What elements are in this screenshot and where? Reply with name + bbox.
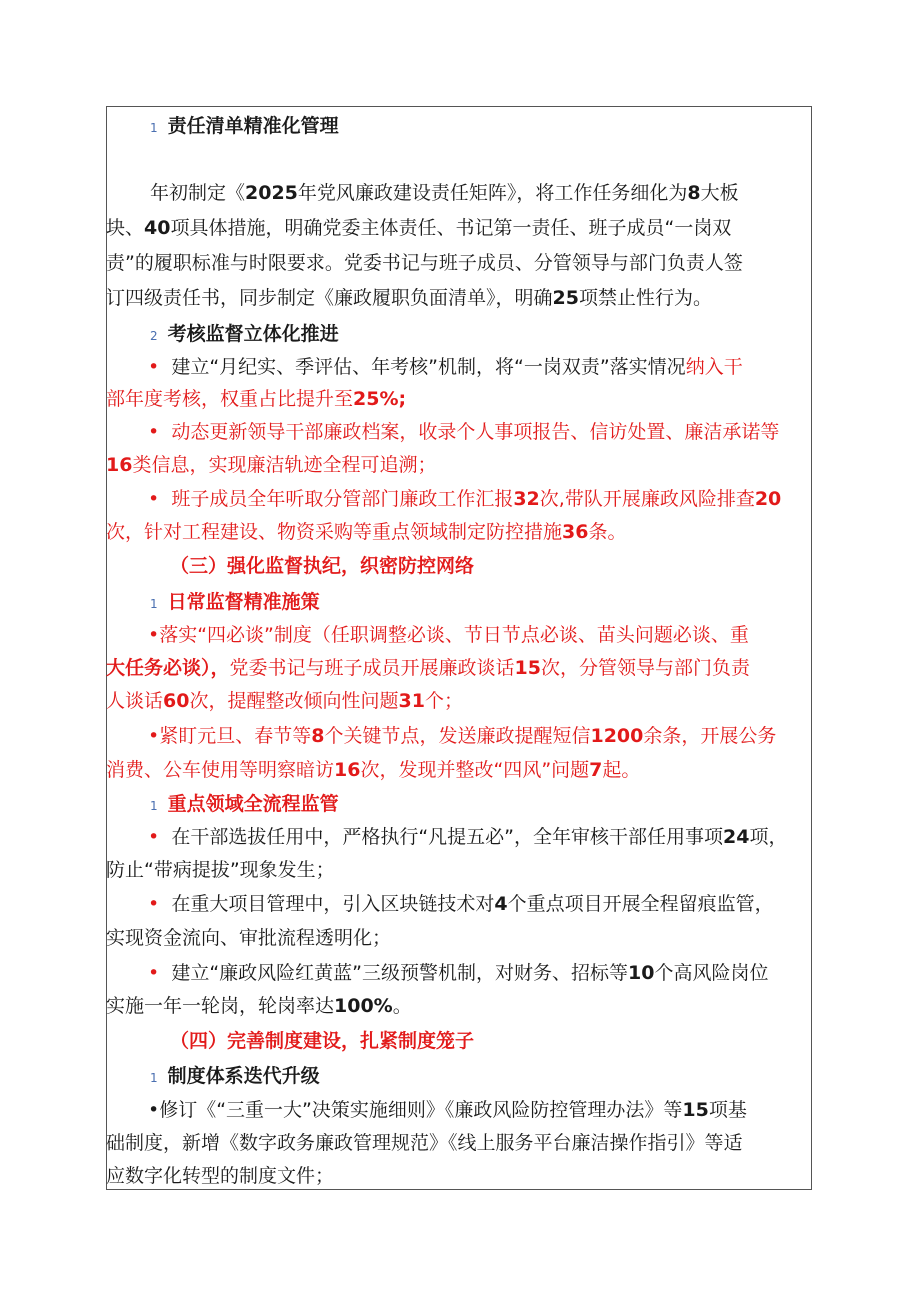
- paragraph-line: [106, 247, 743, 280]
- red-text: 动态更新领导干部廉政档案，收录个人事项报告、信访处置、廉洁承诺等: [171, 421, 780, 443]
- text: 个重点项目开展全程留痕监管，: [507, 893, 774, 915]
- number-highlight: 15: [682, 1099, 709, 1121]
- number-highlight: 40: [144, 217, 171, 239]
- red-text: 人谈话: [106, 690, 164, 712]
- red-text: 起。: [602, 759, 641, 781]
- red-text: 条。: [588, 521, 627, 543]
- text: 年初制定《: [150, 182, 246, 204]
- section-title: （四）完善制度建设，扎紧制度笼子: [170, 1030, 475, 1052]
- text: 在重大项目管理中，引入区块链技术对: [171, 893, 495, 915]
- heading-text: 制度体系迭代升级: [167, 1065, 320, 1087]
- list-item-heading: [150, 788, 339, 823]
- bullet-line: [148, 619, 749, 652]
- heading-text: 重点领域全流程监管: [167, 793, 339, 815]
- text: 个高风险岗位: [654, 962, 769, 984]
- bullet-line: [148, 888, 774, 921]
- bullet-line: [106, 990, 412, 1023]
- text: 防止“带病提拔”现象发生；: [106, 859, 335, 881]
- number-highlight: 10: [628, 962, 655, 984]
- number-highlight: 36: [562, 521, 589, 543]
- number-highlight: 25%;: [353, 388, 407, 410]
- bullet-line: [106, 922, 391, 955]
- red-text: 次，提醒整改倾向性问题: [189, 690, 399, 712]
- number-highlight: 2025: [245, 182, 298, 204]
- bullet-line: [148, 720, 776, 753]
- red-text: 纳入干: [685, 356, 743, 378]
- number-highlight: 1200: [590, 725, 644, 747]
- red-text: 大任务必谈），: [106, 657, 230, 679]
- bullet-marker: •: [148, 488, 160, 510]
- list-item-heading: [150, 586, 320, 621]
- red-text: 次，针对工程建设、物资采购等重点领域制定防控措施: [106, 521, 563, 543]
- section-title: （三）强化监督执纪，织密防控网络: [170, 555, 475, 577]
- red-text: 党委书记与班子成员开展廉政谈话: [229, 657, 515, 679]
- bullet-line: [148, 416, 779, 449]
- number-highlight: 60: [163, 690, 190, 712]
- text: 项，: [749, 826, 788, 848]
- bullet-line: [148, 957, 768, 990]
- bullet-line: [106, 383, 406, 416]
- number-highlight: 4: [494, 893, 508, 915]
- bullet-line: [148, 821, 787, 854]
- text: 块、: [106, 217, 145, 239]
- bullet-line: [148, 351, 743, 384]
- bullet-line: [106, 754, 640, 787]
- bullet-line: [106, 516, 626, 549]
- red-text: 班子成员全年听取分管部门廉政工作汇报: [171, 488, 514, 510]
- bullet-line: [106, 685, 463, 718]
- bullet-line: [106, 854, 335, 887]
- list-number: 1: [150, 1071, 158, 1085]
- text: 础制度，新增《数字政务廉政管理规范》《线上服务平台廉洁操作指引》等适: [106, 1132, 743, 1154]
- number-highlight: 100%: [334, 995, 393, 1017]
- paragraph-line: [150, 177, 739, 210]
- red-text: 次，发现并整改“四风”问题: [360, 759, 590, 781]
- list-number: 1: [150, 597, 158, 611]
- list-item-heading: [150, 1060, 320, 1095]
- list-item-heading: [150, 318, 339, 353]
- red-text: 部年度考核，权重占比提升至: [106, 388, 354, 410]
- text: 项具体措施，明确党委主体责任、书记第一责任、班子成员“一岗双: [170, 217, 732, 239]
- paragraph-line: [106, 212, 731, 245]
- text: 。: [392, 995, 412, 1017]
- bullet-line: [148, 1094, 747, 1127]
- text: •修订《“三重一大”决策实施细则》《廉政风险防控管理办法》等: [148, 1099, 683, 1121]
- red-text: 个关键节点，发送廉政提醒短信: [324, 725, 591, 747]
- bullet-line: [106, 1160, 334, 1193]
- number-highlight: 25: [552, 287, 579, 309]
- number-highlight: 16: [334, 759, 361, 781]
- number-highlight: 7: [589, 759, 603, 781]
- bullet-marker: •: [148, 893, 160, 915]
- text: 建立“月纪实、季评估、年考核”机制，将“一岗双责”落实情况: [171, 356, 686, 378]
- bullet-line: [106, 652, 750, 685]
- heading-text: 考核监督立体化推进: [167, 323, 339, 345]
- number-highlight: 31: [398, 690, 425, 712]
- number-highlight: 20: [754, 488, 782, 510]
- text: 项基: [708, 1099, 747, 1121]
- bullet-marker: •: [148, 356, 160, 378]
- red-text: 次,带队开展廉政风险排查: [539, 488, 755, 510]
- number-highlight: 15: [514, 657, 541, 679]
- bullet-line: [106, 1127, 743, 1160]
- bullet-line: [148, 483, 781, 516]
- list-item-heading: [150, 110, 339, 145]
- red-text: •紧盯元旦、春节等: [148, 725, 312, 747]
- bullet-marker: •: [148, 962, 160, 984]
- red-text: 次，分管领导与部门负责: [540, 657, 750, 679]
- text: 建立“廉政风险红黄蓝”三级预警机制，对财务、招标等: [171, 962, 629, 984]
- heading-text: 日常监督精准施策: [167, 591, 320, 613]
- list-number: 2: [150, 329, 158, 343]
- text: 年党风廉政建设责任矩阵》，将工作任务细化为: [297, 182, 688, 204]
- number-highlight: 32: [513, 488, 540, 510]
- paragraph-line: [106, 282, 712, 315]
- heading-text: 责任清单精准化管理: [167, 115, 339, 137]
- red-text: 个；: [424, 690, 463, 712]
- red-text: 类信息，实现廉洁轨迹全程可追溯；: [132, 454, 437, 476]
- number-highlight: 8: [311, 725, 325, 747]
- number-highlight: 16: [106, 454, 133, 476]
- text: 应数字化转型的制度文件；: [106, 1165, 335, 1187]
- text: 责”的履职标准与时限要求。党委书记与班子成员、分管领导与部门负责人签: [106, 252, 743, 274]
- red-text: 消费、公车使用等明察暗访: [106, 759, 335, 781]
- list-number: 1: [150, 799, 158, 813]
- bullet-marker: •: [148, 421, 160, 443]
- red-text: 余条，开展公务: [643, 725, 777, 747]
- red-text: •落实“四必谈”制度（任职调整必谈、节日节点必谈、苗头问题必谈、重: [148, 624, 749, 646]
- text: 在干部选拔任用中，严格执行“凡提五必”，全年审核干部任用事项: [171, 826, 724, 848]
- text: 大板: [700, 182, 739, 204]
- bullet-line: [106, 449, 436, 482]
- text: 订四级责任书，同步制定《廉政履职负面清单》，明确: [106, 287, 553, 309]
- text: 实现资金流向、审批流程透明化；: [106, 927, 392, 949]
- text: 项禁止性行为。: [578, 287, 712, 309]
- list-number: 1: [150, 121, 158, 135]
- text: 实施一年一轮岗，轮岗率达: [106, 995, 335, 1017]
- number-highlight: 8: [687, 182, 701, 204]
- number-highlight: 24: [723, 826, 750, 848]
- bullet-marker: •: [148, 826, 160, 848]
